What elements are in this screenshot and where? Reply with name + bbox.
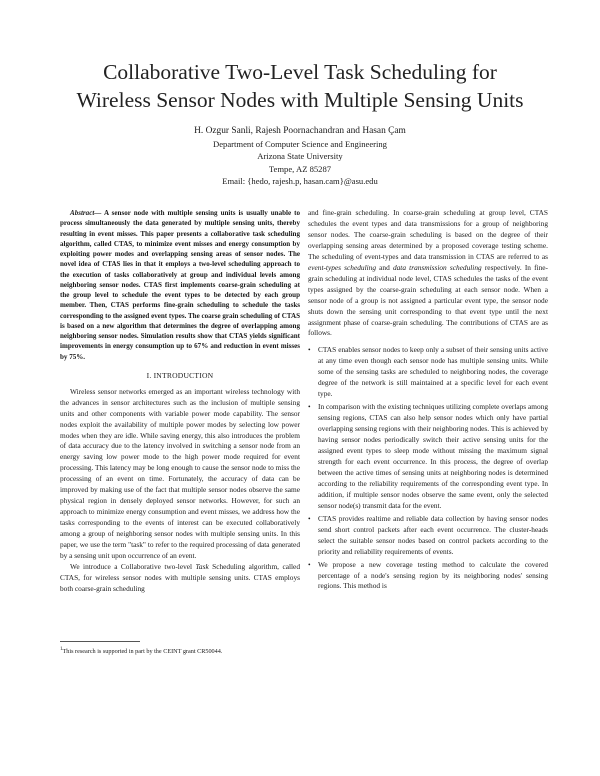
left-column bbox=[60, 208, 300, 595]
bullet-icon: • bbox=[308, 345, 311, 355]
email: Email: {hedo, rajesh.p, hasan.cam}@asu.edu bbox=[222, 176, 378, 187]
right-column bbox=[308, 208, 548, 594]
abstract bbox=[60, 208, 300, 362]
right-p-a: and fine-grain scheduling. In coarse-grain scheduling at group level, CTAS schedules the event types and data transmissions for a group of neighboring sensor nodes. The coarse-grain scheduling is based on the degree of their overlapping sensing areas determined by a proposed coverage testing scheme. The scheduling of event-types and data transmission in CTAS are referred to as bbox=[308, 208, 548, 261]
department: Department of Computer Science and Engineering bbox=[213, 139, 387, 149]
list-item-text: We propose a new coverage testing method to calculate the covered percentage of a node's sensing region by its neighboring nodes' sensing regions. This method is bbox=[318, 559, 548, 591]
author-block bbox=[100, 124, 500, 188]
footnote-divider bbox=[60, 641, 140, 642]
abstract-text: A sensor node with multiple sensing units is usually unable to process simultaneously the data generated by multiple sensing units, thereby resulting in event misses. This paper presents a collaborative task scheduling algorithm, called CTAS, to minimize event misses and energy consumption by exploiting power modes and overlapping sensing areas of sensor nodes. The novel idea of CTAS lies in that it employs a two-level scheduling approach to the execution of tasks collaboratively at group and individual levels among neighboring sensor nodes. CTAS first implements coarse-grain scheduling at the group level to schedule the event types to be detected by each group member. Then, CTAS performs fine-grain scheduling to schedule the tasks corresponding to the assigned event types. The coarse grain scheduling of CTAS is based on a new algorithm that determines the degree of overlapping among neighboring sensor nodes. Simulation results show that CTAS yields significant improvements in energy consumption up to 67% and reduction in event misses by 75%. bbox=[60, 209, 300, 361]
right-em-event-types: event-types scheduling bbox=[308, 262, 377, 272]
bullet-icon: • bbox=[308, 559, 311, 569]
city: Tempe, AZ 85287 bbox=[268, 163, 332, 174]
bullet-icon: • bbox=[308, 513, 311, 523]
list-item bbox=[308, 514, 548, 558]
list-item-text: CTAS provides realtime and reliable data collection by having sensor nodes send short control packets after each event occurrence. The cluster-heads select the suitable sensor nodes based on control packets according to the priority and reliability requirements of events. bbox=[318, 513, 548, 556]
intro-p2-a: We introduce a Collaborative two-level bbox=[70, 561, 196, 571]
list-item bbox=[308, 345, 548, 400]
intro-paragraph-1: Wireless sensor networks emerged as an important wireless technology with the advances in sensor architectures such as the inclusion of multiple sensing units and other components with variable power mode capability. The sensor nodes exploit the availability of multiple power modes by selecting low power modes when they are idle. While saving energy, this also introduces the problem of data accuracy due to the latency involved in switching a sensor node from an energy saving low power mode to the high power mode required for event processing. This latency may be long enough to cause the sensor node to miss the processing of an event on time. Fortunately, the accuracy of data can be improved by making use of the fact that multiple sensor nodes observe the same physical region in densely deployed sensor networks. However, for such an approach to minimize energy consumption and event misses, we address how the tasks corresponding to the events of interest can be executed collaboratively among a group of neighboring sensor nodes with multiple sensing units. In this paper, we use the term "task" to refer to the required processing of data generated by a sensing unit upon occurrence of an event. bbox=[60, 386, 300, 560]
right-p-b: and bbox=[376, 262, 393, 272]
contributions-list bbox=[308, 345, 548, 592]
footnote bbox=[60, 645, 300, 656]
right-p-c: respectively. In fine-grain scheduling at individual node level, CTAS schedules the tasks of the event types assigned by the coarse-grain scheduling at each sensor node. When a sensor node of a group is not assigned a particular event type, the sensor node shuts down the sensing unit corresponding to that event type until the next assignment phase of coarse-grain scheduling. The contributions of CTAS are as follows. bbox=[308, 262, 549, 338]
title-line-1: Collaborative Two-Level Task Scheduling for bbox=[103, 60, 497, 84]
bullet-icon: • bbox=[308, 402, 311, 412]
intro-paragraph-2 bbox=[60, 562, 300, 595]
paper-title bbox=[40, 58, 560, 114]
right-em-data-transmission: data transmission scheduling bbox=[392, 262, 482, 272]
section-heading-introduction: I. INTRODUCTION bbox=[146, 370, 214, 380]
author-names: H. Ozgur Sanli, Rajesh Poornachandran and Hasan Çam bbox=[194, 126, 406, 136]
list-item bbox=[308, 560, 548, 593]
university: Arizona State University bbox=[257, 151, 343, 162]
intro-p2-b: Scheduling algorithm, called CTAS, for wireless sensor nodes with multiple sensing units. CTAS employs both coarse-grain scheduling bbox=[60, 561, 300, 593]
list-item bbox=[308, 402, 548, 512]
list-item-text: CTAS enables sensor nodes to keep only a subset of their sensing units active at any time even though each sensor node has multiple sensing units. While some of the sensing tasks are scheduled to neighboring nodes, the coverage degree of the network is still maintained at a specific level for each event type. bbox=[318, 345, 548, 399]
intro-p2-task: Task bbox=[195, 561, 209, 571]
title-line-2: Wireless Sensor Nodes with Multiple Sensing Units bbox=[76, 88, 524, 112]
list-item-text: In comparison with the existing techniques utilizing complete overlaps among sensing regions, CTAS can also help sensor nodes which only have partial overlapping sensing regions with their neighboring nodes. This is achieved by having sensor nodes periodically switch their active sensing units for the assigned event types to sleep mode without missing the maximum signal strength for each event occurrence. In this process, the degree of overlap between the active times of sensing units at neighboring nodes is determined according to the reliability requirements of the corresponding event type. In addition, if multiple sensor nodes observe the same event, only the selected sensor node(s) transmit data for the event. bbox=[318, 402, 548, 510]
footnote-mark: 1 bbox=[60, 647, 63, 652]
right-paragraph bbox=[308, 208, 548, 339]
footnote-text: This research is supported in part by the CEINT grant CR50044. bbox=[62, 648, 223, 656]
abstract-label: Abstract— bbox=[70, 209, 102, 217]
